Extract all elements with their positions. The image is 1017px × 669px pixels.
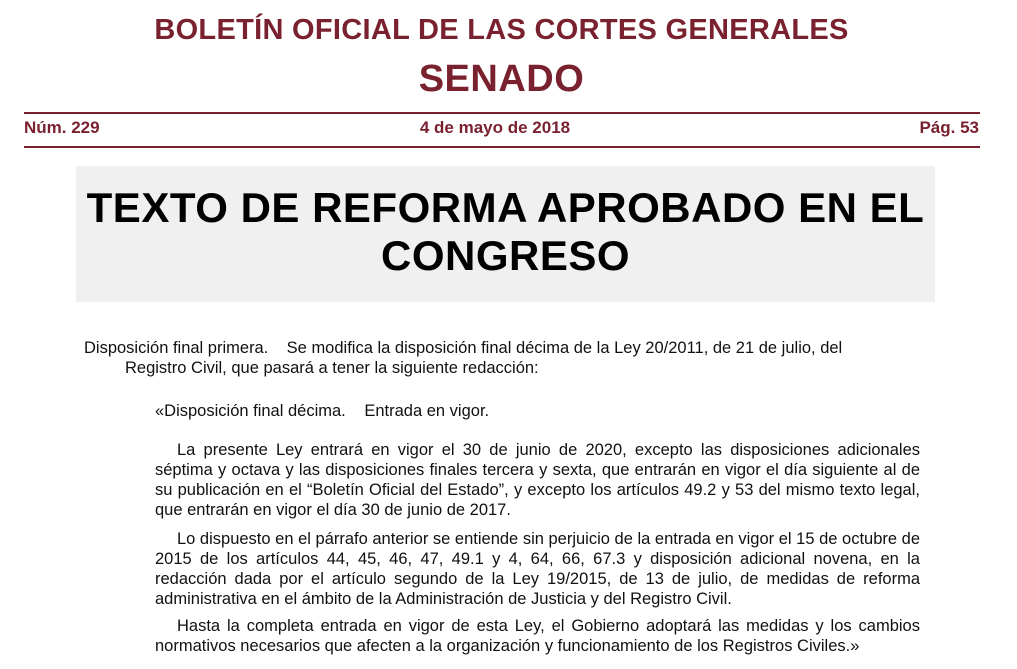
banner-line-2: CONGRESO xyxy=(380,232,631,279)
reform-banner xyxy=(76,166,935,302)
provision-text-line2: Registro Civil, que pasará a tener la siguiente redacción: xyxy=(125,359,539,377)
issue-number: Núm. 229 xyxy=(24,118,100,137)
chamber-title: SENADO xyxy=(418,58,585,100)
quote-heading: «Disposición final décima. xyxy=(155,402,346,420)
header-rule-bottom xyxy=(24,146,980,148)
paragraph-without-prejudice: Lo dispuesto en el párrafo anterior se entiende sin perjuicio de la entrada en vigor el 15 de octubre de 2015 de los artículos 44, 45, 46, 47, 49.1 y 4, 64, 66, 67.3 y disposición adicional novena, en la redacción dada por el artículo segundo de la Ley 19/2015, de 13 de julio, de medidas de reforma administrativa en el ámbito de la Administración de Justicia y del Registro Civil. xyxy=(155,530,920,608)
banner-heading xyxy=(76,184,935,280)
paragraph-entry-into-force: La presente Ley entrará en vigor el 30 de junio de 2020, excepto las disposiciones adicionales séptima y octava y las disposiciones finales tercera y sexta, que entrarán en vigor el día siguiente al de su publicación en el “Boletín Oficial del Estado”, y excepto los artículos 49.2 y 53 del mismo texto legal, que entrarán en vigor el día 30 de junio de 2017. xyxy=(155,441,920,519)
provision-intro xyxy=(84,338,920,378)
provision-text-line1: Se modifica la disposición final décima de la Ley 20/2011, de 21 de julio, del xyxy=(286,339,843,357)
page-number: Pág. 53 xyxy=(919,118,979,137)
quote-heading-line xyxy=(155,401,915,421)
header-rule-top xyxy=(24,112,980,114)
quote-title: Entrada en vigor. xyxy=(364,402,490,420)
bulletin-title: BOLETÍN OFICIAL DE LAS CORTES GENERALES xyxy=(154,14,849,46)
banner-line-1: TEXTO DE REFORMA APROBADO EN EL xyxy=(86,184,925,231)
paragraph-transitional-measures: Hasta la completa entrada en vigor de esta Ley, el Gobierno adoptará las medidas y los cambios normativos necesarios que afecten a la organización y funcionamiento de los Registros Civiles.» xyxy=(155,617,920,655)
issue-date: 4 de mayo de 2018 xyxy=(419,118,571,137)
provision-heading: Disposición final primera. xyxy=(84,339,269,357)
